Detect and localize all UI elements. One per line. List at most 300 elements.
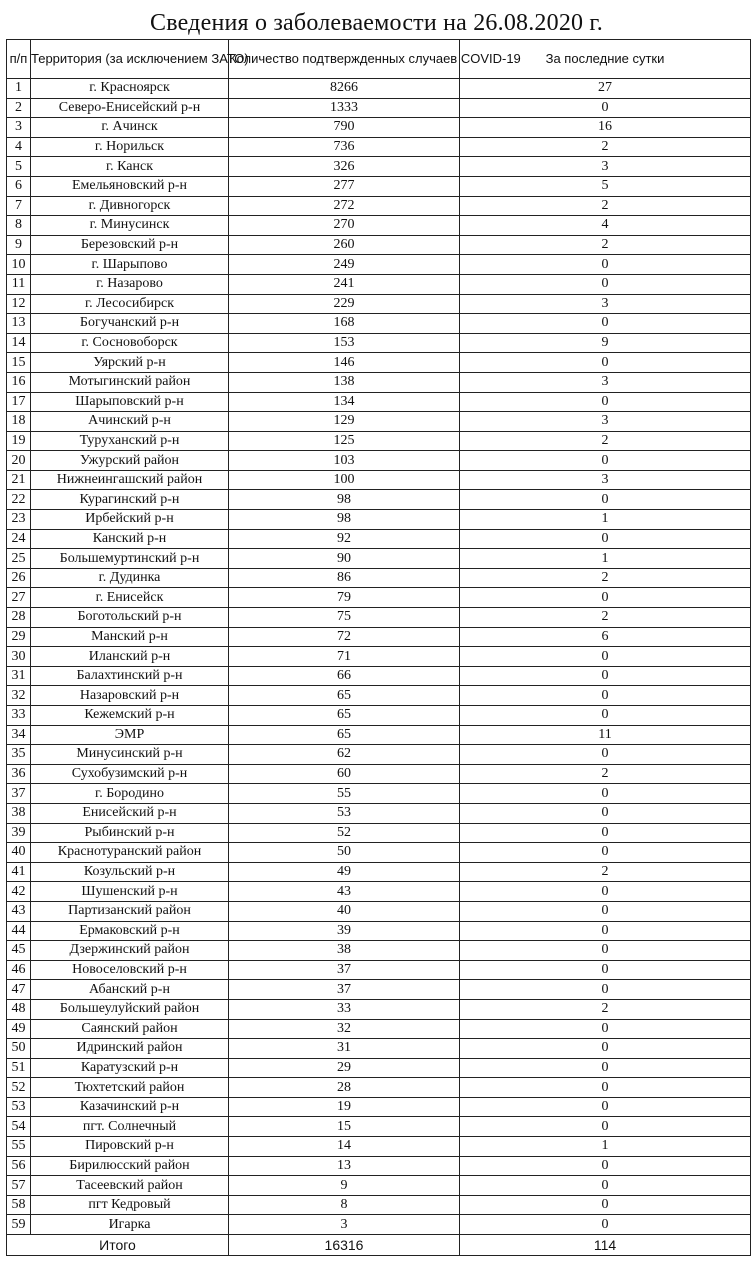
row-num: 23 [7,510,31,530]
row-num: 31 [7,666,31,686]
territory-cell: Иланский р-н [31,647,229,667]
row-num: 4 [7,137,31,157]
territory-cell: Северо-Енисейский р-н [31,98,229,118]
confirmed-cell: 15 [229,1117,460,1137]
row-num: 54 [7,1117,31,1137]
confirmed-cell: 129 [229,412,460,432]
table-row [7,451,751,471]
last-day-cell: 3 [460,294,751,314]
confirmed-cell: 49 [229,862,460,882]
confirmed-cell: 39 [229,921,460,941]
row-num: 24 [7,529,31,549]
row-num: 59 [7,1215,31,1235]
row-num: 40 [7,843,31,863]
table-row [7,274,751,294]
territory-cell: Ачинский р-н [31,412,229,432]
table-row [7,921,751,941]
territory-cell: Игарка [31,1215,229,1235]
last-day-cell: 0 [460,901,751,921]
table-row [7,960,751,980]
table-row [7,176,751,196]
table-row [7,1039,751,1059]
table-row [7,314,751,334]
territory-cell: ЭМР [31,725,229,745]
territory-cell: пгт. Солнечный [31,1117,229,1137]
row-num: 53 [7,1097,31,1117]
row-num: 50 [7,1039,31,1059]
last-day-cell: 0 [460,1039,751,1059]
confirmed-cell: 43 [229,882,460,902]
territory-cell: Саянский район [31,1019,229,1039]
territory-cell: Каратузский р-н [31,1058,229,1078]
table-row [7,980,751,1000]
territory-cell: Дзержинский район [31,941,229,961]
territory-cell: Ирбейский р-н [31,510,229,530]
row-num: 28 [7,608,31,628]
confirmed-cell: 277 [229,176,460,196]
row-num: 55 [7,1137,31,1157]
confirmed-cell: 1333 [229,98,460,118]
last-day-cell: 3 [460,157,751,177]
row-num: 46 [7,960,31,980]
table-row [7,568,751,588]
confirmed-cell: 153 [229,333,460,353]
territory-cell: Ермаковский р-н [31,921,229,941]
row-num: 25 [7,549,31,569]
confirmed-cell: 62 [229,745,460,765]
confirmed-cell: 92 [229,529,460,549]
row-num: 42 [7,882,31,902]
last-day-cell: 2 [460,862,751,882]
row-num: 10 [7,255,31,275]
territory-cell: г. Канск [31,157,229,177]
territory-cell: Минусинский р-н [31,745,229,765]
confirmed-cell: 125 [229,431,460,451]
last-day-cell: 0 [460,529,751,549]
table-row [7,803,751,823]
table-row [7,196,751,216]
confirmed-cell: 134 [229,392,460,412]
confirmed-cell: 8 [229,1195,460,1215]
last-day-cell: 0 [460,1019,751,1039]
table-row [7,1215,751,1235]
row-num: 7 [7,196,31,216]
last-day-cell: 0 [460,353,751,373]
territory-cell: Нижнеингашский район [31,470,229,490]
row-num: 3 [7,118,31,138]
confirmed-cell: 9 [229,1176,460,1196]
table-row [7,823,751,843]
territory-cell: Большеулуйский район [31,999,229,1019]
last-day-cell: 0 [460,784,751,804]
total-last-day: 114 [460,1235,751,1256]
confirmed-cell: 790 [229,118,460,138]
territory-cell: Березовский р-н [31,235,229,255]
last-day-cell: 0 [460,392,751,412]
table-row [7,588,751,608]
row-num: 33 [7,706,31,726]
table-row [7,745,751,765]
confirmed-cell: 146 [229,353,460,373]
last-day-cell: 0 [460,666,751,686]
confirmed-cell: 28 [229,1078,460,1098]
confirmed-cell: 90 [229,549,460,569]
territory-cell: Енисейский р-н [31,803,229,823]
last-day-cell: 0 [460,941,751,961]
row-num: 36 [7,764,31,784]
row-num: 49 [7,1019,31,1039]
table-row [7,1097,751,1117]
row-num: 56 [7,1156,31,1176]
table-row [7,1156,751,1176]
table-row [7,725,751,745]
confirmed-cell: 79 [229,588,460,608]
confirmed-cell: 100 [229,470,460,490]
row-num: 17 [7,392,31,412]
row-num: 6 [7,176,31,196]
territory-cell: Манский р-н [31,627,229,647]
table-row [7,647,751,667]
last-day-cell: 0 [460,1215,751,1235]
table-row [7,843,751,863]
row-num: 8 [7,216,31,236]
row-num: 34 [7,725,31,745]
territory-cell: г. Сосновоборск [31,333,229,353]
last-day-cell: 5 [460,176,751,196]
row-num: 20 [7,451,31,471]
confirmed-cell: 98 [229,490,460,510]
last-day-cell: 2 [460,608,751,628]
table-row [7,118,751,138]
last-day-cell: 0 [460,1176,751,1196]
last-day-cell: 0 [460,1117,751,1137]
last-day-cell: 0 [460,647,751,667]
confirmed-cell: 50 [229,843,460,863]
row-num: 14 [7,333,31,353]
territory-cell: Идринский район [31,1039,229,1059]
territory-cell: г. Назарово [31,274,229,294]
table-row [7,79,751,99]
confirmed-cell: 736 [229,137,460,157]
territory-cell: г. Ачинск [31,118,229,138]
last-day-cell: 9 [460,333,751,353]
row-num: 11 [7,274,31,294]
territory-cell: г. Дудинка [31,568,229,588]
row-num: 43 [7,901,31,921]
row-num: 13 [7,314,31,334]
table-row [7,294,751,314]
confirmed-cell: 168 [229,314,460,334]
confirmed-cell: 71 [229,647,460,667]
confirmed-cell: 75 [229,608,460,628]
table-row [7,255,751,275]
confirmed-cell: 37 [229,960,460,980]
table-row [7,999,751,1019]
table-row [7,1078,751,1098]
last-day-cell: 0 [460,745,751,765]
table-row [7,901,751,921]
row-num: 58 [7,1195,31,1215]
confirmed-cell: 260 [229,235,460,255]
row-num: 35 [7,745,31,765]
confirmed-cell: 40 [229,901,460,921]
covid-cases-table [6,39,751,1256]
table-row [7,549,751,569]
confirmed-cell: 3 [229,1215,460,1235]
last-day-cell: 1 [460,1137,751,1157]
confirmed-cell: 229 [229,294,460,314]
row-num: 38 [7,803,31,823]
territory-cell: Кежемский р-н [31,706,229,726]
row-num: 19 [7,431,31,451]
last-day-cell: 2 [460,431,751,451]
last-day-cell: 11 [460,725,751,745]
last-day-cell: 0 [460,882,751,902]
row-num: 26 [7,568,31,588]
row-num: 21 [7,470,31,490]
header-territory: Территория (за исключением ЗАТО) [31,40,229,79]
confirmed-cell: 86 [229,568,460,588]
confirmed-cell: 55 [229,784,460,804]
last-day-cell: 2 [460,137,751,157]
confirmed-cell: 72 [229,627,460,647]
territory-cell: г. Минусинск [31,216,229,236]
last-day-cell: 4 [460,216,751,236]
table-row [7,431,751,451]
last-day-cell: 0 [460,451,751,471]
table-row [7,706,751,726]
territory-cell: Уярский р-н [31,353,229,373]
last-day-cell: 0 [460,1058,751,1078]
last-day-cell: 0 [460,803,751,823]
row-num: 44 [7,921,31,941]
table-row [7,412,751,432]
confirmed-cell: 31 [229,1039,460,1059]
confirmed-cell: 29 [229,1058,460,1078]
table-row [7,490,751,510]
last-day-cell: 0 [460,706,751,726]
last-day-cell: 2 [460,196,751,216]
table-row [7,1176,751,1196]
table-row [7,392,751,412]
table-row [7,686,751,706]
territory-cell: Новоселовский р-н [31,960,229,980]
table-row [7,784,751,804]
confirmed-cell: 98 [229,510,460,530]
territory-cell: г. Лесосибирск [31,294,229,314]
last-day-cell: 0 [460,490,751,510]
row-num: 51 [7,1058,31,1078]
last-day-cell: 2 [460,235,751,255]
table-row [7,882,751,902]
row-num: 52 [7,1078,31,1098]
row-num: 57 [7,1176,31,1196]
table-row [7,157,751,177]
table-row [7,529,751,549]
last-day-cell: 3 [460,412,751,432]
territory-cell: г. Дивногорск [31,196,229,216]
territory-cell: г. Красноярск [31,79,229,99]
territory-cell: Шушенский р-н [31,882,229,902]
table-row [7,353,751,373]
table-row [7,666,751,686]
confirmed-cell: 65 [229,725,460,745]
last-day-cell: 0 [460,980,751,1000]
row-num: 29 [7,627,31,647]
last-day-cell: 0 [460,1078,751,1098]
last-day-cell: 2 [460,999,751,1019]
confirmed-cell: 138 [229,372,460,392]
territory-cell: Краснотуранский район [31,843,229,863]
last-day-cell: 0 [460,274,751,294]
confirmed-cell: 52 [229,823,460,843]
last-day-cell: 1 [460,549,751,569]
last-day-cell: 0 [460,843,751,863]
territory-cell: Тюхтетский район [31,1078,229,1098]
header-confirmed: Количество подтвержденных случаев COVID-19 [229,40,460,79]
territory-cell: Курагинский р-н [31,490,229,510]
confirmed-cell: 37 [229,980,460,1000]
last-day-cell: 0 [460,1097,751,1117]
territory-cell: Ужурский район [31,451,229,471]
last-day-cell: 0 [460,1156,751,1176]
table-row [7,627,751,647]
table-row [7,941,751,961]
confirmed-cell: 32 [229,1019,460,1039]
table-row [7,470,751,490]
confirmed-cell: 326 [229,157,460,177]
table-header-row [7,40,751,79]
table-row [7,235,751,255]
header-num: п/п [7,40,31,79]
table-row [7,510,751,530]
table-row [7,1117,751,1137]
table-row [7,333,751,353]
territory-cell: Мотыгинский район [31,372,229,392]
row-num: 22 [7,490,31,510]
territory-cell: Партизанский район [31,901,229,921]
table-row [7,372,751,392]
territory-cell: Тасеевский район [31,1176,229,1196]
last-day-cell: 0 [460,255,751,275]
last-day-cell: 0 [460,960,751,980]
row-num: 48 [7,999,31,1019]
row-num: 18 [7,412,31,432]
row-num: 47 [7,980,31,1000]
confirmed-cell: 272 [229,196,460,216]
table-row [7,764,751,784]
table-row [7,1137,751,1157]
territory-cell: Большемуртинский р-н [31,549,229,569]
row-num: 30 [7,647,31,667]
territory-cell: г. Шарыпово [31,255,229,275]
last-day-cell: 2 [460,764,751,784]
territory-cell: Назаровский р-н [31,686,229,706]
table-row [7,137,751,157]
last-day-cell: 0 [460,686,751,706]
last-day-cell: 0 [460,588,751,608]
territory-cell: Козульский р-н [31,862,229,882]
total-label: Итого [7,1235,229,1256]
territory-cell: Рыбинский р-н [31,823,229,843]
territory-cell: Бирилюсский район [31,1156,229,1176]
confirmed-cell: 8266 [229,79,460,99]
last-day-cell: 2 [460,568,751,588]
last-day-cell: 6 [460,627,751,647]
last-day-cell: 16 [460,118,751,138]
territory-cell: Сухобузимский р-н [31,764,229,784]
confirmed-cell: 14 [229,1137,460,1157]
confirmed-cell: 53 [229,803,460,823]
row-num: 41 [7,862,31,882]
last-day-cell: 1 [460,510,751,530]
confirmed-cell: 65 [229,706,460,726]
header-last-day: За последние сутки [460,40,751,79]
confirmed-cell: 103 [229,451,460,471]
territory-cell: Балахтинский р-н [31,666,229,686]
page-title: Сведения о заболеваемости на 26.08.2020 г. [150,10,603,36]
territory-cell: Шарыповский р-н [31,392,229,412]
confirmed-cell: 241 [229,274,460,294]
table-row [7,1058,751,1078]
table-row [7,608,751,628]
territory-cell: Богучанский р-н [31,314,229,334]
last-day-cell: 3 [460,470,751,490]
row-num: 12 [7,294,31,314]
row-num: 2 [7,98,31,118]
last-day-cell: 0 [460,98,751,118]
row-num: 5 [7,157,31,177]
row-num: 45 [7,941,31,961]
territory-cell: Абанский р-н [31,980,229,1000]
total-confirmed: 16316 [229,1235,460,1256]
confirmed-cell: 66 [229,666,460,686]
row-num: 15 [7,353,31,373]
row-num: 1 [7,79,31,99]
confirmed-cell: 270 [229,216,460,236]
territory-cell: пгт Кедровый [31,1195,229,1215]
territory-cell: Боготольский р-н [31,608,229,628]
confirmed-cell: 33 [229,999,460,1019]
table-row [7,1195,751,1215]
territory-cell: г. Енисейск [31,588,229,608]
territory-cell: Емельяновский р-н [31,176,229,196]
confirmed-cell: 249 [229,255,460,275]
territory-cell: Пировский р-н [31,1137,229,1157]
total-row [7,1235,751,1256]
row-num: 27 [7,588,31,608]
territory-cell: г. Бородино [31,784,229,804]
last-day-cell: 0 [460,314,751,334]
confirmed-cell: 13 [229,1156,460,1176]
table-row [7,862,751,882]
row-num: 32 [7,686,31,706]
last-day-cell: 3 [460,372,751,392]
row-num: 16 [7,372,31,392]
confirmed-cell: 60 [229,764,460,784]
row-num: 9 [7,235,31,255]
last-day-cell: 0 [460,823,751,843]
territory-cell: Казачинский р-н [31,1097,229,1117]
row-num: 39 [7,823,31,843]
territory-cell: Канский р-н [31,529,229,549]
territory-cell: г. Норильск [31,137,229,157]
last-day-cell: 27 [460,79,751,99]
last-day-cell: 0 [460,1195,751,1215]
territory-cell: Туруханский р-н [31,431,229,451]
confirmed-cell: 38 [229,941,460,961]
last-day-cell: 0 [460,921,751,941]
